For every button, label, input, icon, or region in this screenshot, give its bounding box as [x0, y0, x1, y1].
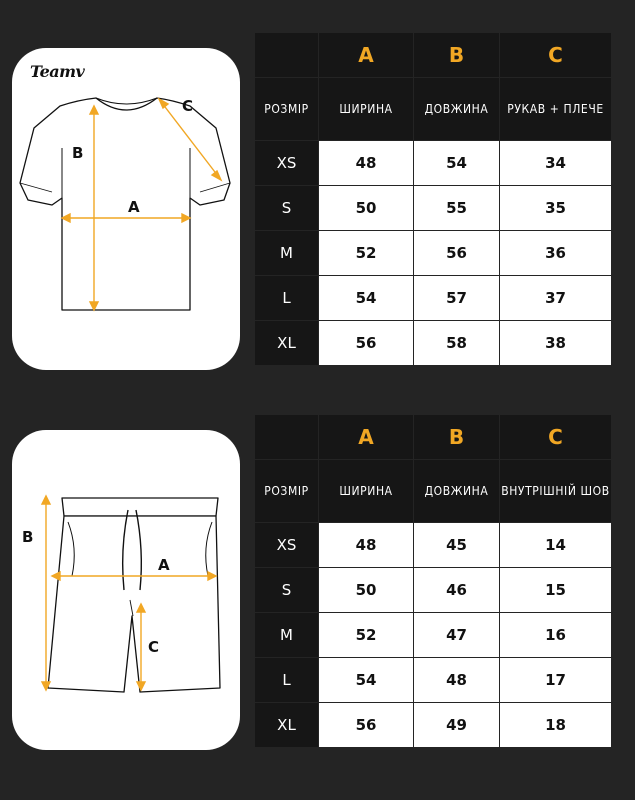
sleeve-value: 35: [500, 186, 612, 231]
width-value: 52: [319, 613, 414, 658]
shorts-icon: [12, 430, 240, 750]
header-size: РОЗМІР: [255, 460, 319, 523]
size-label: XS: [255, 523, 319, 568]
width-value: 54: [319, 658, 414, 703]
table-row: [255, 231, 612, 276]
size-label: S: [255, 568, 319, 613]
table-row: [255, 568, 612, 613]
width-value: 56: [319, 703, 414, 748]
length-value: 45: [414, 523, 500, 568]
table-row: [255, 703, 612, 748]
column-letter-a: A: [319, 415, 414, 460]
column-letter-c: C: [500, 415, 612, 460]
width-value: 50: [319, 186, 414, 231]
table-row: [255, 186, 612, 231]
size-label: XS: [255, 141, 319, 186]
header-width: ШИРИНА: [319, 78, 414, 141]
header-inseam: ВНУТРІШНІЙ ШОВ: [500, 460, 612, 523]
length-value: 46: [414, 568, 500, 613]
dim-label-b: B: [72, 144, 84, 162]
sleeve-value: 36: [500, 231, 612, 276]
dim-label-c: C: [182, 97, 194, 115]
blank-cell: [255, 415, 319, 460]
header-sleeve-shoulder: РУКАВ + ПЛЕЧЕ: [500, 78, 612, 141]
table-row: [255, 613, 612, 658]
size-label: XL: [255, 703, 319, 748]
width-value: 52: [319, 231, 414, 276]
inseam-value: 15: [500, 568, 612, 613]
inseam-value: 14: [500, 523, 612, 568]
dim-label-a: A: [128, 198, 140, 216]
tshirt-diagram-card: [12, 48, 240, 370]
column-letter-b: B: [414, 415, 500, 460]
length-value: 48: [414, 658, 500, 703]
inseam-value: 16: [500, 613, 612, 658]
inseam-value: 18: [500, 703, 612, 748]
size-label: M: [255, 231, 319, 276]
header-width: ШИРИНА: [319, 460, 414, 523]
length-value: 56: [414, 231, 500, 276]
inseam-value: 17: [500, 658, 612, 703]
table-row: [255, 276, 612, 321]
brand-logo: Teamv: [30, 62, 85, 81]
table-row: [255, 141, 612, 186]
shorts-diagram-card: [12, 430, 240, 750]
size-label: M: [255, 613, 319, 658]
column-letter-b: B: [414, 33, 500, 78]
shorts-size-table: [254, 414, 612, 748]
blank-cell: [255, 33, 319, 78]
header-length: ДОВЖИНА: [414, 78, 500, 141]
table-row: [255, 321, 612, 366]
length-value: 55: [414, 186, 500, 231]
column-letter-c: C: [500, 33, 612, 78]
length-value: 57: [414, 276, 500, 321]
dim-label-b: B: [22, 528, 34, 546]
table-row: [255, 658, 612, 703]
length-value: 49: [414, 703, 500, 748]
sleeve-value: 37: [500, 276, 612, 321]
length-value: 54: [414, 141, 500, 186]
table-row: [255, 523, 612, 568]
sleeve-value: 38: [500, 321, 612, 366]
length-value: 58: [414, 321, 500, 366]
size-label: S: [255, 186, 319, 231]
width-value: 48: [319, 523, 414, 568]
header-size: РОЗМІР: [255, 78, 319, 141]
width-value: 50: [319, 568, 414, 613]
tshirt-size-table: [254, 32, 612, 366]
size-label: XL: [255, 321, 319, 366]
dim-label-a: A: [158, 556, 170, 574]
width-value: 54: [319, 276, 414, 321]
dim-label-c: C: [148, 638, 160, 656]
width-value: 56: [319, 321, 414, 366]
length-value: 47: [414, 613, 500, 658]
size-label: L: [255, 276, 319, 321]
column-letter-a: A: [319, 33, 414, 78]
width-value: 48: [319, 141, 414, 186]
size-label: L: [255, 658, 319, 703]
sleeve-value: 34: [500, 141, 612, 186]
header-length: ДОВЖИНА: [414, 460, 500, 523]
tshirt-icon: [12, 48, 240, 370]
